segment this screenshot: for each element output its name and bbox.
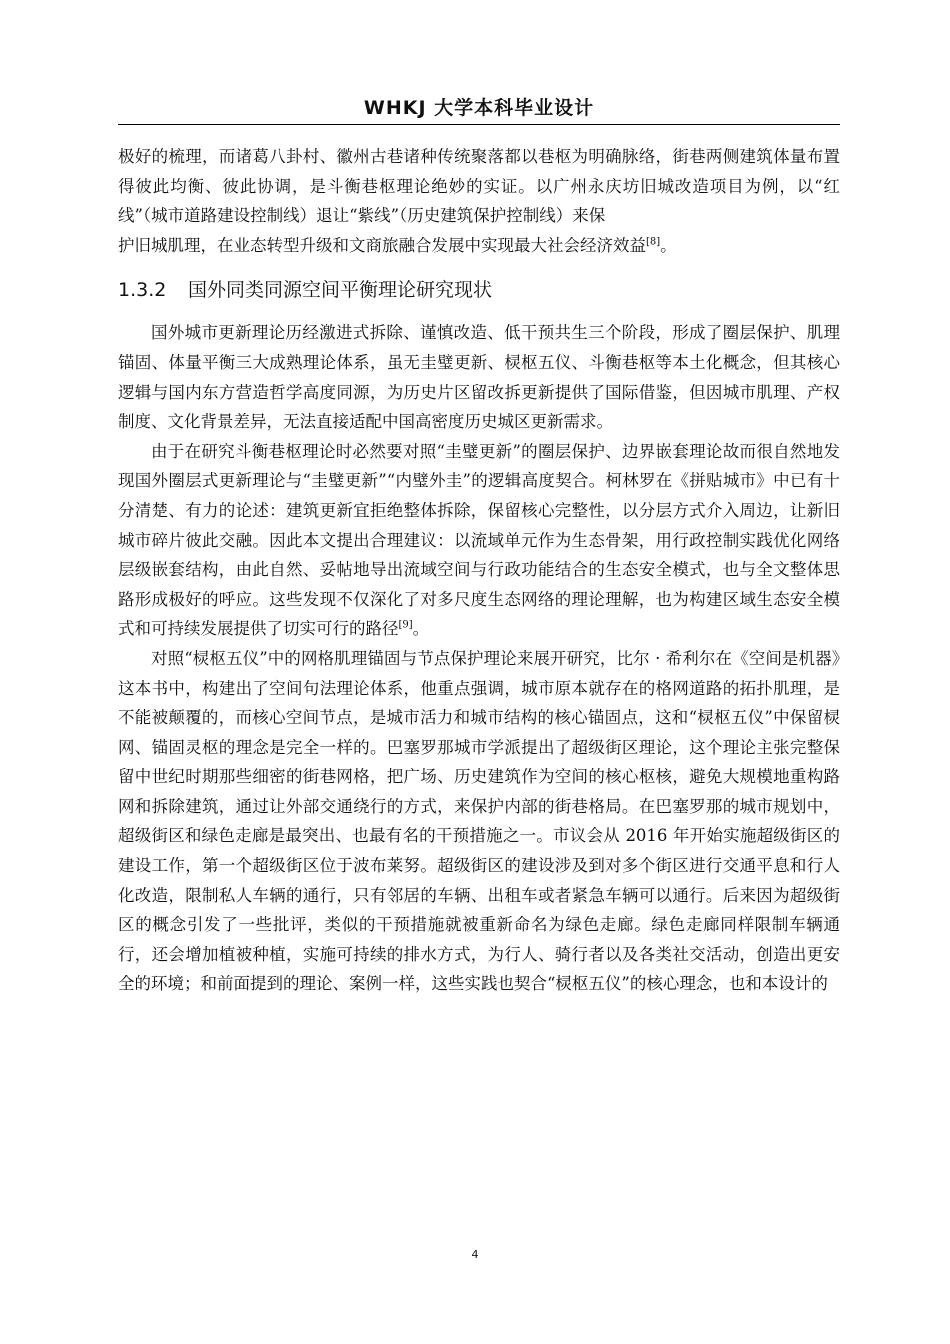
paragraph-2 <box>118 437 840 644</box>
paragraph-1: 国外城市更新理论历经激进式拆除、谨慎改造、低干预共生三个阶段，形成了圈层保护、肌理锚固、体量平衡三大成熟理论体系，虽无圭璧更新、棂枢五仪、斗衡巷枢等本土化概念，但其核心逻辑与国内东方营造哲学高度同源，为历史片区留改拆更新提供了国际借鉴，但因城市肌理、产权制度、文化背景差异，无法直接适配中国高密度历史城区更新需求。 <box>118 323 840 432</box>
section-heading <box>118 276 840 304</box>
page-number: 4 <box>471 1248 479 1261</box>
paragraph-3: 对照“棂枢五仪”中的网格肌理锚固与节点保护理论来展开研究，比尔 · 希利尔在《空间是机器》这本书中，构建出了空间句法理论体系，他重点强调，城市原本就存在的格网道路的拓扑肌理，是不能被颠覆的，而核心空间节点，是城市活力和城市结构的核心锚固点，这和“棂枢五仪”中保留棂网、锚固灵枢的理念是完全一样的。巴塞罗那城市学派提出了超级街区理论，这个理论主张完整保留中世纪时期那些细密的街巷网格，把广场、历史建筑作为空间的核心枢核，避免大规模地重构路网和拆除建筑，通过让外部交通绕行的方式，来保护内部的街巷格局。在巴塞罗那的城市规划中，超级街区和绿色走廊是最突出、也最有名的干预措施之一。市议会从 2016 年开始实施超级街区的建设工作，第一个超级街区位于波布莱努。超级街区的建设涉及到对多个街区进行交通平息和行人化改造，限制私人车辆的通行，只有邻居的车辆、出租车或者紧急车辆可以通行。后来因为超级街区的概念引发了一些批评，类似的干预措施就被重新命名为绿色走廊。绿色走廊同样限制车辆通行，还会增加植被种植，实施可持续的排水方式，为行人、骑行者以及各类社交活动，创造出更安全的环境；和前面提到的理论、案例一样，这些实践也契合“棂枢五仪”的核心理念，也和本设计的 <box>118 648 840 994</box>
paragraph-end: 。 <box>412 619 430 639</box>
paragraph-end: 。 <box>660 235 677 255</box>
paragraph-text: 由于在研究斗衡巷枢理论时必然要对照“圭璧更新”的圈层保护、边界嵌套理论故而很自然地发现国外圈层式更新理论与“圭璧更新”“内璧外圭”的逻辑高度契合。柯林罗在《拼贴城市》中已有十分清楚、有力的论述：建筑更新宜拒绝整体拆除，保留核心完整性，以分层方式介入周边，让新旧城市碎片彼此交融。因此本文提出合理建议：以流域单元作为生态骨架，用行政控制实践优化网络层级嵌套结构，由此自然、妥帖地导出流域空间与行政功能结合的生态安全模式，也与全文整体思路形成极好的呼应。这些发现不仅深化了对多尺度生态网络的理论理解，也为构建区域生态安全模式和可持续发展提供了切实可行的路径 <box>118 441 840 639</box>
citation-9: [9] <box>398 619 413 631</box>
paragraph-continued-tail <box>118 231 840 261</box>
section-number: 1.3.2 <box>118 279 167 302</box>
page-header <box>118 94 840 125</box>
paragraph-text: 护旧城肌理，在业态转型升级和文商旅融合发展中实现最大社会经济效益 <box>118 235 646 255</box>
citation-8: [8] <box>646 236 661 248</box>
header-title: WHKJ 大学本科毕业设计 <box>363 97 595 119</box>
section-title: 国外同类同源空间平衡理论研究现状 <box>188 279 493 302</box>
paragraph-continued: 极好的梳理，而诸葛八卦村、徽州古巷诸种传统聚落都以巷枢为明确脉络，街巷两侧建筑体量布置得彼此均衡、彼此协调，是斗衡巷枢理论绝妙的实证。以广州永庆坊旧城改造项目为例，以“红线”（城市道路建设控制线）退让“紫线”（历史建筑保护控制线）来保 <box>118 147 840 226</box>
document-body <box>118 142 840 999</box>
